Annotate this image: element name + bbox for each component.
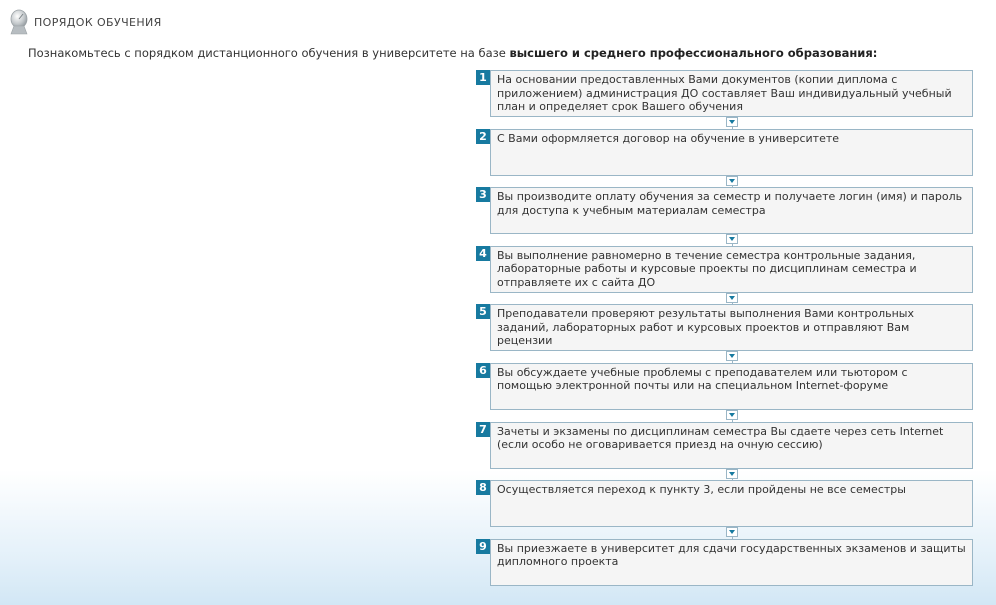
step-3 [476, 187, 976, 246]
step-number: 7 [476, 422, 490, 437]
arrow-down-icon [726, 469, 738, 479]
step-box: Вы выполнение равномерно в течение семестра контрольные задания, лабораторные работы и курсовые проекты по дисциплинам семестра и отправляете их с сайта ДО [490, 246, 973, 293]
step-number: 1 [476, 70, 490, 85]
arrow-down-icon [726, 234, 738, 244]
step-8 [476, 480, 976, 539]
step-number: 9 [476, 539, 490, 554]
arrow-down-icon [726, 293, 738, 303]
satellite-dish-icon [8, 9, 30, 35]
step-number: 3 [476, 187, 490, 202]
step-box: С Вами оформляется договор на обучение в университете [490, 129, 973, 176]
step-number: 6 [476, 363, 490, 378]
page-header [8, 8, 162, 36]
intro-text [28, 46, 877, 60]
intro-bold: высшего и среднего профессионального образования: [509, 46, 878, 60]
step-number: 8 [476, 480, 490, 495]
step-box: Вы приезжаете в университет для сдачи государственных экзаменов и защиты дипломного проекта [490, 539, 973, 586]
step-box: На основании предоставленных Вами документов (копии диплома с приложением) администрация ДО составляет Ваш индивидуальный учебный план и определяет срок Вашего обучения [490, 70, 973, 117]
step-6 [476, 363, 976, 422]
step-number: 2 [476, 129, 490, 144]
step-number: 4 [476, 246, 490, 261]
step-box: Осуществляется переход к пункту 3, если пройдены не все семестры [490, 480, 973, 527]
step-5 [476, 304, 976, 363]
arrow-down-icon [726, 527, 738, 537]
step-box: Вы обсуждаете учебные проблемы с преподавателем или тьютором с помощью электронной почты или на специальном Internet-форуме [490, 363, 973, 410]
arrow-down-icon [726, 351, 738, 361]
steps-list [476, 70, 976, 597]
step-2 [476, 129, 976, 188]
step-9 [476, 539, 976, 598]
step-box: Преподаватели проверяют результаты выполнения Вами контрольных заданий, лабораторных работ и курсовых проектов и отправляют Вам рецензии [490, 304, 973, 351]
arrow-down-icon [726, 117, 738, 127]
step-number: 5 [476, 304, 490, 319]
arrow-down-icon [726, 410, 738, 420]
step-1 [476, 70, 976, 129]
step-box: Вы производите оплату обучения за семестр и получаете логин (имя) и пароль для доступа к учебным материалам семестра [490, 187, 973, 234]
intro-regular: Познакомьтесь с порядком дистанционного обучения в университете на базе [28, 46, 510, 60]
step-7 [476, 422, 976, 481]
page-title: ПОРЯДОК ОБУЧЕНИЯ [34, 15, 162, 29]
arrow-down-icon [726, 176, 738, 186]
step-4 [476, 246, 976, 305]
step-box: Зачеты и экзамены по дисциплинам семестра Вы сдаете через сеть Internet (если особо не оговаривается приезд на очную сессию) [490, 422, 973, 469]
